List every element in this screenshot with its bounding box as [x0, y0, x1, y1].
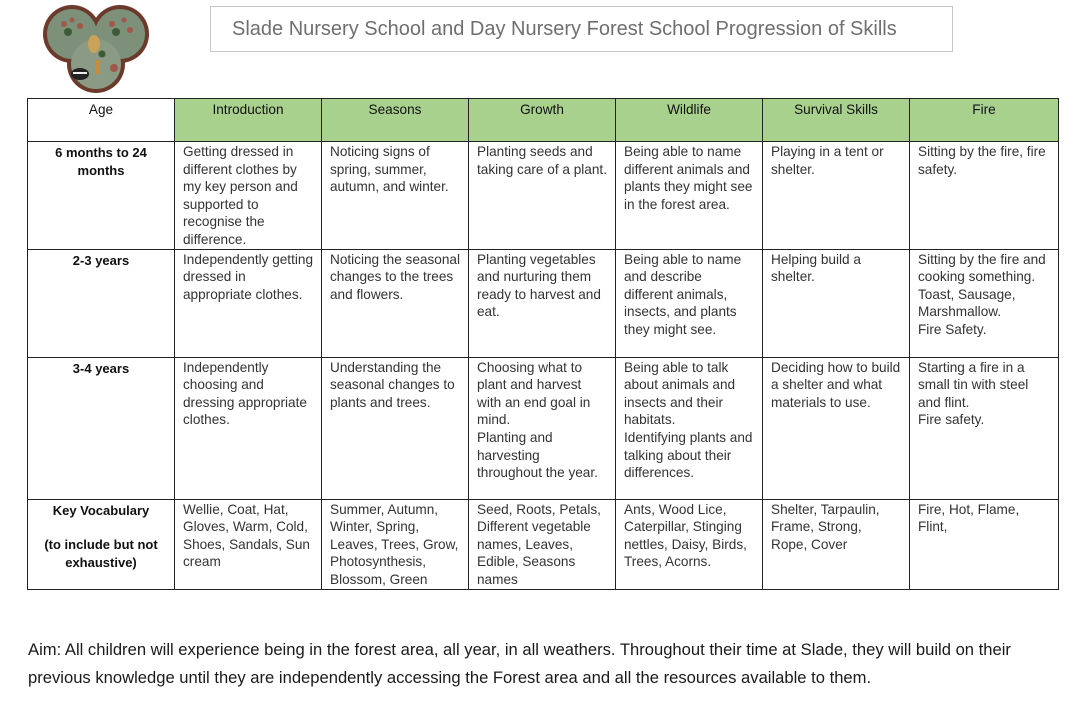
column-header-age: Age — [28, 99, 175, 142]
age-cell — [28, 499, 175, 589]
header-row — [28, 99, 1059, 142]
table-cell: Deciding how to build a shelter and what materials to use. — [763, 357, 910, 499]
table-cell: Ants, Wood Lice, Caterpillar, Stinging nettles, Daisy, Birds, Trees, Acorns. — [616, 499, 763, 589]
table-cell: Seed, Roots, Petals, Different vegetable names, Leaves, Edible, Seasons names — [469, 499, 616, 589]
table-cell: Playing in a tent or shelter. — [763, 142, 910, 250]
table-cell: Being able to talk about animals and insects and their habitats. Identifying plants and talking about their differences. — [616, 357, 763, 499]
column-header-growth: Growth — [469, 99, 616, 142]
aim-statement: Aim: All children will experience being in the forest area, all year, in all weathers. Throughout their time at Slade, they will build on their previous knowledge until they are independently accessing the Forest area and all the resources available to them. — [28, 639, 1011, 687]
table-cell: Getting dressed in different clothes by my key person and supported to recognise the difference. — [175, 142, 322, 250]
column-header-survival-skills: Survival Skills — [763, 99, 910, 142]
table-cell: Sitting by the fire and cooking something. Toast, Sausage, Marshmallow. Fire Safety. — [910, 249, 1059, 357]
table-row — [28, 249, 1059, 357]
table-cell: Summer, Autumn, Winter, Spring, Leaves, Trees, Grow, Photosynthesis, Blossom, Green — [322, 499, 469, 589]
column-header-wildlife: Wildlife — [616, 99, 763, 142]
table-cell: Noticing signs of spring, summer, autumn, and winter. — [322, 142, 469, 250]
column-header-seasons: Seasons — [322, 99, 469, 142]
age-cell: 3-4 years — [28, 357, 175, 499]
table-cell: Shelter, Tarpaulin, Frame, Strong, Rope, Cover — [763, 499, 910, 589]
age-cell: 2-3 years — [28, 249, 175, 357]
table-cell: Independently choosing and dressing appropriate clothes. — [175, 357, 322, 499]
key-vocabulary-label: Key Vocabulary — [52, 502, 150, 518]
table-row — [28, 142, 1059, 250]
table-cell: Independently getting dressed in appropriate clothes. — [175, 249, 322, 357]
table-cell: Sitting by the fire, fire safety. — [910, 142, 1059, 250]
key-vocabulary-note: (to include but not exhaustive) — [44, 537, 158, 570]
table-cell: Wellie, Coat, Hat, Gloves, Warm, Cold, Shoes, Sandals, Sun cream — [175, 499, 322, 589]
table-cell: Noticing the seasonal changes to the trees and flowers. — [322, 249, 469, 357]
table-cell: Fire, Hot, Flame, Flint, — [910, 499, 1059, 589]
table-cell: Choosing what to plant and harvest with an end goal in mind. Planting and harvesting throughout the year. — [469, 357, 616, 499]
page-title: Slade Nursery School and Day Nursery Forest School Progression of Skills — [210, 6, 953, 52]
table-cell: Understanding the seasonal changes to plants and trees. — [322, 357, 469, 499]
age-cell: 6 months to 24 months — [28, 142, 175, 250]
progression-table — [27, 98, 1059, 590]
table-cell: Starting a fire in a small tin with steel and flint. Fire safety. — [910, 357, 1059, 499]
table-row — [28, 499, 1059, 589]
table-cell: Planting seeds and taking care of a plant. — [469, 142, 616, 250]
table-cell: Helping build a shelter. — [763, 249, 910, 357]
forest-school-logo-icon — [42, 2, 150, 94]
table-row — [28, 357, 1059, 499]
table-cell: Being able to name and describe different animals, insects, and plants they might see. — [616, 249, 763, 357]
column-header-fire: Fire — [910, 99, 1059, 142]
column-header-introduction: Introduction — [175, 99, 322, 142]
table-cell: Planting vegetables and nurturing them ready to harvest and eat. — [469, 249, 616, 357]
table-cell: Being able to name different animals and plants they might see in the forest area. — [616, 142, 763, 250]
